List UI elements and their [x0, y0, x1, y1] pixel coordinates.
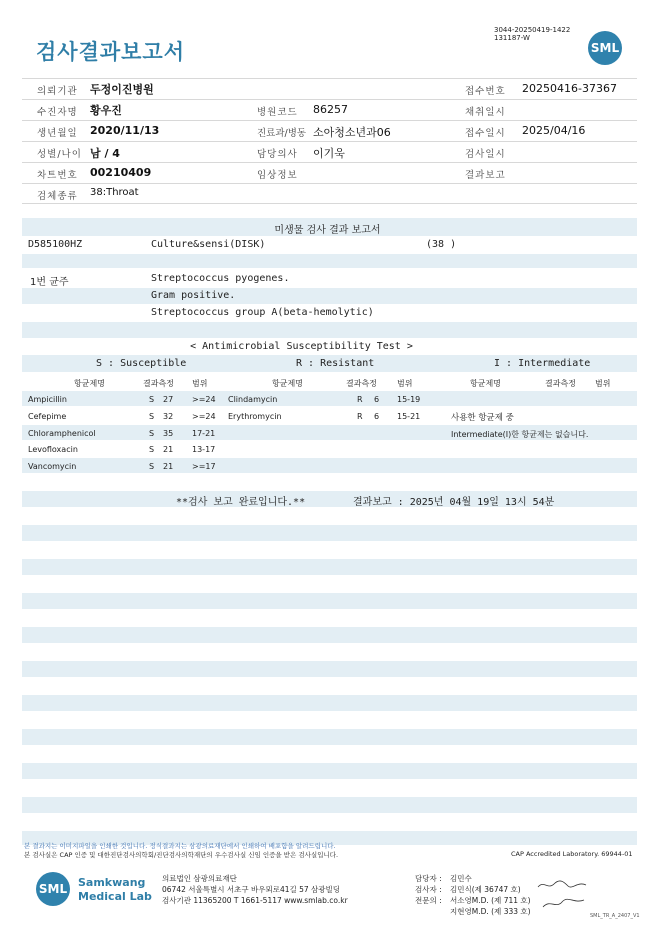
drug-value: 21: [163, 445, 174, 454]
drug-sir: R: [357, 395, 363, 404]
drug-sir: S: [149, 429, 155, 438]
clinical-info-label: 임상정보: [257, 170, 298, 181]
drug-range: 15-21: [397, 412, 421, 421]
receipt-no-value: 20250416-37367: [522, 82, 617, 95]
signature-image: [536, 878, 588, 892]
dob-value: 2020/11/13: [90, 124, 160, 137]
legend-intermediate: I : Intermediate: [494, 358, 591, 369]
name-value: 황우진: [90, 104, 122, 117]
drug-range: >=24: [192, 412, 216, 421]
col-drug-header: 항균제명: [272, 379, 303, 388]
band-row: [22, 322, 637, 338]
empty-band: [22, 695, 637, 711]
staff-name: 김민식(제 36747 호): [450, 885, 521, 894]
report-time: 결과보고 : 2025년 04월 19일 13시 54분: [353, 497, 555, 508]
organism-line: Streptococcus pyogenes.: [151, 273, 290, 284]
collection-date-label: 채취일시: [465, 107, 506, 118]
legend-resistant: R : Resistant: [296, 358, 375, 369]
document-code-sub: 131187-W: [494, 34, 530, 42]
ast-title: < Antimicrobial Susceptibility Test >: [190, 341, 413, 352]
hospital-code-value: 86257: [313, 103, 348, 116]
doctor-value: 이기욱: [313, 147, 345, 160]
drug-sir: R: [357, 412, 363, 421]
empty-band: [22, 661, 637, 677]
drug-value: 21: [163, 462, 174, 471]
chart-no-value: 00210409: [90, 166, 152, 179]
notice-cap-certified: 본 검사실은 CAP 인증 및 대한진단검사의학회/진단검사의학재단의 우수검사실 신임 인증을 받은 검사실입니다.: [24, 851, 339, 859]
sml-logo: [588, 31, 622, 65]
micro-section-title: 미생물 검사 결과 보고서: [274, 225, 381, 236]
brand-name-line1: Samkwang: [78, 876, 146, 889]
drug-value: 6: [374, 412, 380, 421]
empty-band: [22, 559, 637, 575]
test-name: Culture&sensi(DISK): [151, 239, 266, 250]
col-range-header: 범위: [397, 379, 413, 388]
drug-sir: S: [149, 462, 155, 471]
col-range-header: 범위: [595, 379, 611, 388]
footer-sml-logo-text: SML: [38, 882, 68, 896]
report-label: 결과보고: [465, 170, 506, 181]
drug-name: Cefepime: [28, 412, 67, 421]
department-value: 소아청소년과06: [313, 126, 391, 139]
drug-range: 13-17: [192, 445, 216, 454]
drug-name: Levofloxacin: [28, 445, 78, 454]
intermediate-note: Intermediate(I)한 항균제는 없습니다.: [451, 430, 589, 439]
col-drug-header: 항균제명: [74, 379, 105, 388]
company-name: 의료법인 삼광의료재단: [162, 874, 237, 883]
doctor-label: 담당의사: [257, 149, 298, 160]
drug-value: 27: [163, 395, 174, 404]
specimen-value: 38:Throat: [90, 187, 139, 198]
band-row: [22, 458, 637, 473]
name-label: 수진자명: [37, 107, 78, 118]
drug-name: Erythromycin: [228, 412, 282, 421]
company-address: 06742 서울특별시 서초구 바우뫼로41길 57 삼광빌딩: [162, 885, 341, 894]
staff-role: 전문의 :: [415, 896, 442, 905]
staff-role: 담당자 :: [415, 874, 442, 883]
receipt-date-label: 접수일시: [465, 128, 506, 139]
organism-line: Gram positive.: [151, 290, 236, 301]
notice-image-print: 본 결과지는 이미지파일을 인쇄한 것입니다. 정식결과지는 삼광의료재단에서 인쇄하여 배포함을 알려드립니다.: [24, 842, 336, 850]
hospital-code-label: 병원코드: [257, 107, 298, 118]
requester-label: 의뢰기관: [37, 86, 78, 97]
drug-range: >=17: [192, 462, 216, 471]
drug-name: Chloramphenicol: [28, 429, 96, 438]
sex-age-label: 성별/나이: [37, 149, 82, 160]
drug-sir: S: [149, 395, 155, 404]
drug-range: 17-21: [192, 429, 216, 438]
organism-label: 1번 균주: [30, 277, 69, 288]
receipt-no-label: 접수번호: [465, 86, 506, 97]
form-code: SML_TR_A_2407_V1: [590, 913, 640, 919]
drug-range: 15-19: [397, 395, 421, 404]
col-drug-header: 항균제명: [470, 379, 501, 388]
intermediate-note: 사용한 항균제 중: [451, 413, 514, 423]
legend-susceptible: S : Susceptible: [96, 358, 187, 369]
sex-age-value: 남 / 4: [90, 147, 120, 160]
drug-value: 32: [163, 412, 174, 421]
empty-band: [22, 729, 637, 745]
receipt-date-value: 2025/04/16: [522, 124, 586, 137]
staff-name: 서소영M.D. (제 711 호): [450, 896, 531, 905]
test-code: D585100HZ: [28, 239, 83, 250]
empty-band: [22, 763, 637, 779]
drug-name: Ampicillin: [28, 395, 67, 404]
drug-sir: S: [149, 412, 155, 421]
footer-sml-logo: [36, 872, 70, 906]
report-complete-text: **검사 보고 완료입니다.**: [176, 497, 306, 508]
brand-name-line2: Medical Lab: [78, 890, 152, 903]
empty-band: [22, 797, 637, 813]
empty-band: [22, 627, 637, 643]
drug-name: Vancomycin: [28, 462, 77, 471]
signature-image: [540, 896, 586, 912]
requester-value: 두정이진병원: [90, 83, 154, 96]
col-range-header: 범위: [192, 379, 208, 388]
test-date-label: 검사일시: [465, 149, 506, 160]
empty-band: [22, 525, 637, 541]
band-row: [22, 391, 637, 406]
empty-band: [22, 593, 637, 609]
drug-name: Clindamycin: [228, 395, 278, 404]
cap-accredited: CAP Accredited Laboratory. 69944-01: [511, 850, 633, 858]
drug-sir: S: [149, 445, 155, 454]
dob-label: 생년월일: [37, 128, 78, 139]
sml-logo-text: SML: [590, 41, 620, 55]
specimen-label: 검체종류: [37, 191, 78, 202]
band-row: [22, 288, 637, 304]
chart-no-label: 차트번호: [37, 170, 78, 181]
col-result-header: 결과측정: [143, 379, 174, 388]
page-title: 검사결과보고서: [36, 40, 186, 64]
col-result-header: 결과측정: [545, 379, 576, 388]
drug-value: 6: [374, 395, 380, 404]
staff-role: 검사자 :: [415, 885, 442, 894]
document-code: 3044-20250419-1422: [494, 26, 571, 34]
band-row: [22, 254, 637, 268]
drug-value: 35: [163, 429, 174, 438]
organism-line: Streptococcus group A(beta-hemolytic): [151, 307, 374, 318]
test-number: (38 ): [426, 239, 457, 250]
department-label: 진료과/병동: [257, 128, 307, 139]
staff-name: 김민수: [450, 874, 472, 883]
drug-range: >=24: [192, 395, 216, 404]
staff-name: 지현영M.D. (제 333 호): [450, 907, 531, 916]
company-contact: 검사기관 11365200 T 1661-5117 www.smlab.co.kr: [162, 896, 348, 905]
col-result-header: 결과측정: [346, 379, 377, 388]
